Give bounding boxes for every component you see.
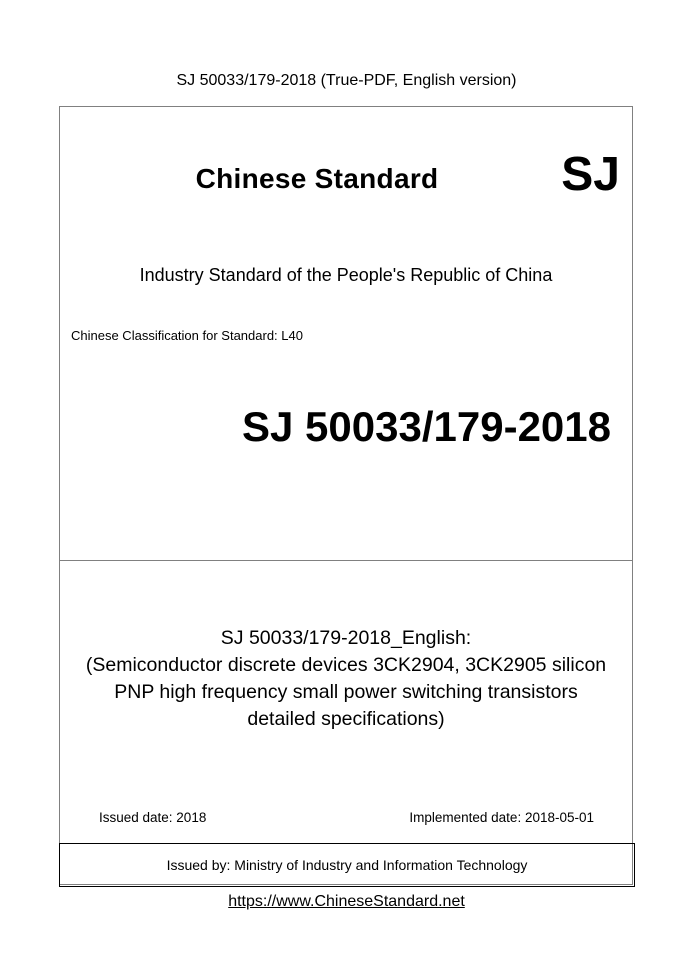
issued-date: Issued date: 2018: [99, 810, 207, 825]
document-title-line: SJ 50033/179-2018_English:: [220, 627, 472, 649]
document-title-line: (Semiconductor discrete devices 3CK2904, 3CK2905 silicon: [85, 654, 607, 676]
footer: [0, 893, 693, 911]
cover-subtitle: Industry Standard of the People's Republic of China: [139, 265, 553, 285]
document-title-line: detailed specifications): [247, 708, 445, 730]
section-divider: [60, 560, 632, 561]
standard-code: SJ: [561, 148, 620, 201]
website-link[interactable]: https://www.ChineseStandard.net: [228, 893, 465, 910]
classification-text: Chinese Classification for Standard: L40: [71, 328, 303, 343]
cover-title: Chinese Standard: [195, 163, 439, 194]
document-header: SJ 50033/179-2018 (True-PDF, English version): [176, 72, 517, 89]
cover-frame: [59, 106, 633, 885]
implemented-date: Implemented date: 2018-05-01: [409, 810, 594, 825]
document-title-line: PNP high frequency small power switching transistors: [114, 681, 578, 703]
standard-number: SJ 50033/179-2018: [242, 403, 611, 450]
document-title: [60, 625, 632, 733]
issued-by-box: [59, 843, 635, 887]
issued-by-text: Issued by: Ministry of Industry and Information Technology: [166, 857, 528, 873]
